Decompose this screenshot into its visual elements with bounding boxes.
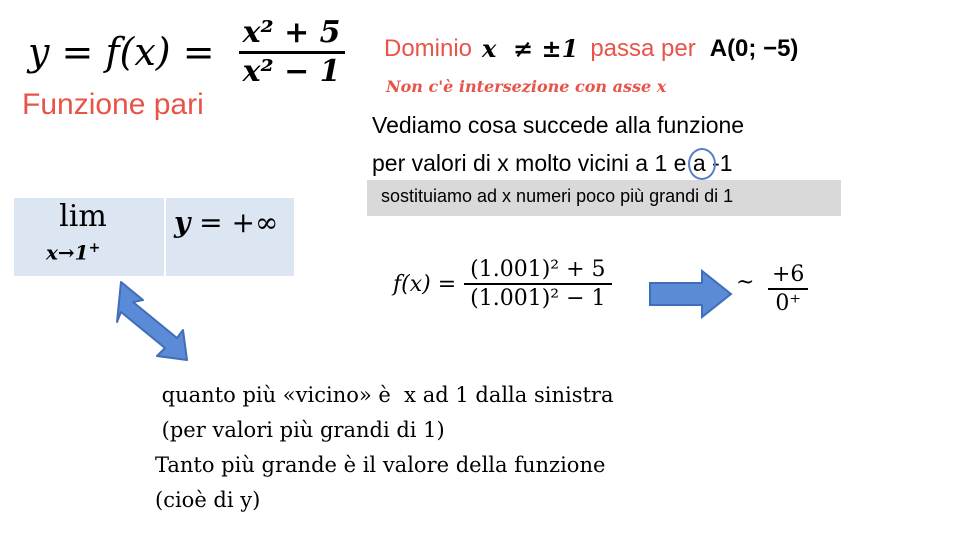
double-arrow-icon xyxy=(95,280,195,365)
limit-subscript xyxy=(46,240,100,265)
eq2-numerator: (1.001)² + 5 xyxy=(470,257,606,282)
main-function-equation xyxy=(28,12,345,92)
approx-fraction xyxy=(768,262,808,315)
passes-label: passa per xyxy=(590,34,696,62)
eq2-denominator: (1.001)² − 1 xyxy=(470,286,606,312)
limit-approach: x→1 xyxy=(46,240,89,265)
circle-highlight xyxy=(688,148,716,180)
equation-fraction xyxy=(239,17,345,87)
conclusion-line-4: (cioè di y) xyxy=(155,488,261,512)
conclusion-text xyxy=(155,378,613,518)
explanation-line-2: per valori di x molto vicini a 1 e a -1 xyxy=(372,150,733,176)
conclusion-line-3: Tanto più grande è il valore della funzione xyxy=(155,453,606,477)
fraction-bar xyxy=(768,288,808,290)
substitution-equation xyxy=(393,258,612,310)
approx-denominator: 0⁺ xyxy=(775,291,802,317)
limit-result-var: y xyxy=(174,206,191,239)
domain-condition: x ≠ ±1 xyxy=(482,34,579,63)
domain-line xyxy=(384,34,798,63)
eq2-lhs: f(x) = xyxy=(393,271,457,297)
equation-numerator: x² + 5 xyxy=(242,15,341,50)
explanation-line-1: Vediamo cosa succede alla funzione xyxy=(372,112,745,138)
conclusion-line-2: (per valori più grandi di 1) xyxy=(155,418,445,442)
equation-lhs: y = f(x) = xyxy=(28,30,227,74)
fraction-bar xyxy=(464,283,611,285)
approx-numerator: +6 xyxy=(772,262,805,287)
limit-side: + xyxy=(88,240,101,256)
right-arrow-icon xyxy=(648,268,734,320)
point-a: A(0; −5) xyxy=(709,34,799,62)
domain-label: Dominio xyxy=(384,34,473,62)
function-type-label: Funzione pari xyxy=(22,88,204,121)
limit-table-divider xyxy=(164,198,166,276)
substitution-text: sostituiamo ad x numeri poco più grandi di 1 xyxy=(381,186,734,206)
conclusion-line-1: quanto più «vicino» è x ad 1 dalla sinistra xyxy=(155,383,614,407)
limit-result xyxy=(174,206,278,239)
limit-operator: lim xyxy=(59,199,107,234)
approx-symbol: ~ xyxy=(736,270,755,295)
limit-result-value: = +∞ xyxy=(190,206,279,239)
eq2-fraction xyxy=(464,258,611,310)
no-intersection-note: Non c'è intersezione con asse x xyxy=(386,77,667,96)
equation-denominator: x² − 1 xyxy=(242,53,341,89)
